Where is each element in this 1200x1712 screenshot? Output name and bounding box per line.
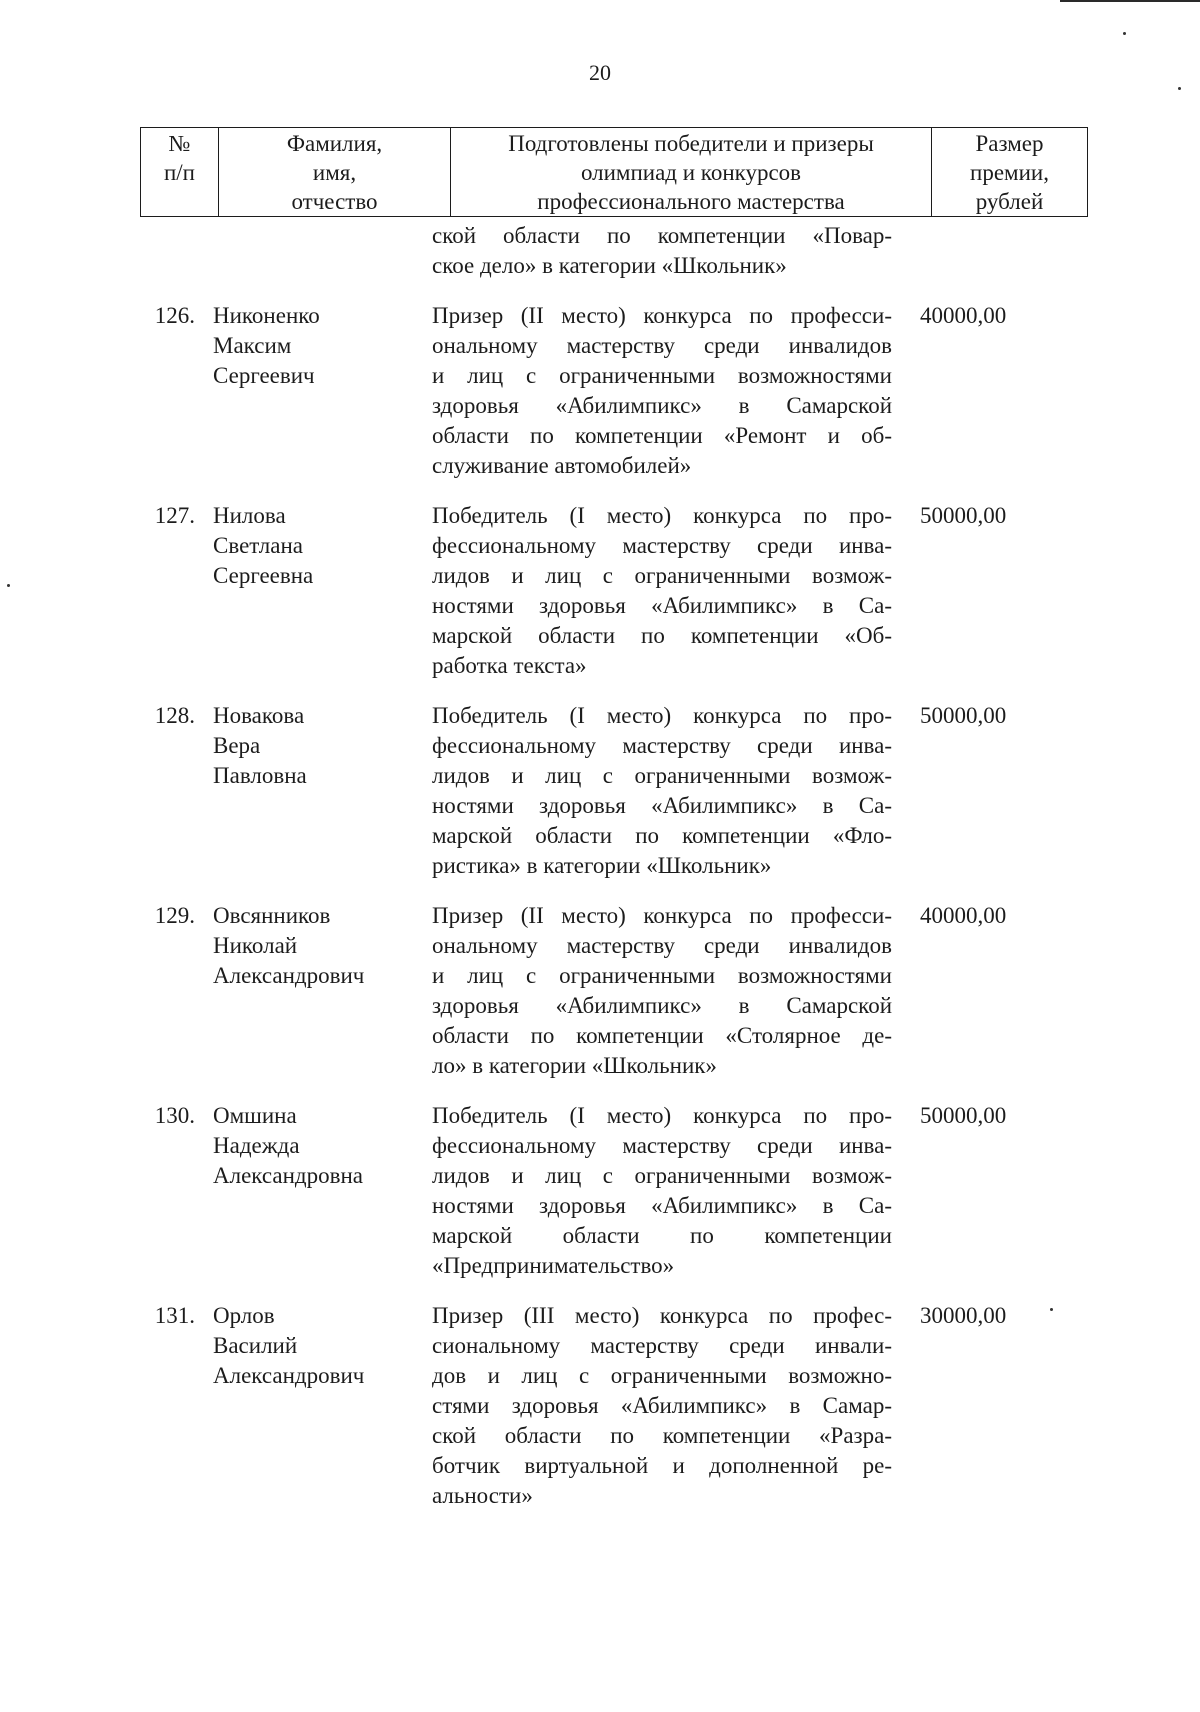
row-prize: 40000,00: [920, 303, 1007, 328]
name-line: Василий: [213, 1333, 298, 1358]
row-name: [209, 501, 432, 681]
description-line: ностями здоровья «Абилимпикс» в Са-: [432, 593, 892, 618]
row-prize: 40000,00: [920, 903, 1007, 928]
name-line: Александрович: [213, 963, 365, 988]
description-line: Победитель (I место) конкурса по про-: [432, 503, 892, 528]
description-line: ской области по компетенции «Повар-: [432, 223, 892, 248]
description-line: Призер (II место) конкурса по професси-: [432, 903, 892, 928]
description-line: ностями здоровья «Абилимпикс» в Са-: [432, 1193, 892, 1218]
description-line: дов и лиц с ограниченными возможно-: [432, 1363, 892, 1388]
description-line: сиональному мастерству среди инвали-: [432, 1333, 892, 1358]
continuation-row: [140, 221, 1066, 281]
description-line: области по компетенции «Столярное де-: [432, 1023, 892, 1048]
header-name-cell: [219, 128, 451, 217]
table-row: [140, 1301, 1066, 1511]
description-line: лидов и лиц с ограниченными возмож-: [432, 1163, 892, 1188]
row-number: 127.: [154, 503, 195, 528]
description-line: марской области по компетенции «Фло-: [432, 823, 892, 848]
header-prize-cell: [932, 128, 1088, 217]
header-name-line: Фамилия,: [286, 131, 383, 156]
description-line: ское дело» в категории «Школьник»: [432, 253, 787, 278]
name-line: Александрович: [213, 1363, 365, 1388]
row-name: [209, 701, 432, 881]
name-line: Павловна: [213, 763, 307, 788]
row-prize: 50000,00: [920, 503, 1007, 528]
row-prize: 50000,00: [920, 703, 1007, 728]
header-description-line: Подготовлены победители и призеры: [508, 131, 874, 156]
description-line: лидов и лиц с ограниченными возмож-: [432, 763, 892, 788]
row-name: [209, 1101, 432, 1281]
description-line: лидов и лиц с ограниченными возмож-: [432, 563, 892, 588]
row-number: 128.: [154, 703, 195, 728]
header-number-line: №: [168, 131, 191, 156]
description-line: стями здоровья «Абилимпикс» в Самар-: [432, 1393, 892, 1418]
name-line: Александровна: [213, 1163, 363, 1188]
header-prize-line: премии,: [970, 160, 1049, 185]
description-line: ональному мастерству среди инвалидов: [432, 933, 892, 958]
description-line: ристика» в категории «Школьник»: [432, 853, 772, 878]
row-description: [432, 701, 904, 881]
name-line: Светлана: [213, 533, 303, 558]
row-prize: 30000,00: [920, 1303, 1007, 1328]
description-line: работка текста»: [432, 653, 587, 678]
header-name-line: имя,: [312, 160, 357, 185]
name-line: Омшина: [213, 1103, 297, 1128]
description-line: ботчик виртуальной и дополненной ре-: [432, 1453, 892, 1478]
table-row: [140, 501, 1066, 681]
description-line: ло» в категории «Школьник»: [432, 1053, 717, 1078]
continuation-description: [432, 221, 904, 281]
row-description: [432, 901, 904, 1081]
header-number-cell: [141, 128, 219, 217]
description-line: марской области по компетенции: [432, 1223, 892, 1248]
table-row: [140, 301, 1066, 481]
row-number: 126.: [154, 303, 195, 328]
header-number-line: п/п: [163, 160, 195, 185]
header-description-line: профессионального мастерства: [537, 189, 845, 214]
description-line: Призер (II место) конкурса по професси-: [432, 303, 892, 328]
description-line: ональному мастерству среди инвалидов: [432, 333, 892, 358]
description-line: фессиональному мастерству среди инва-: [432, 533, 892, 558]
row-name: [209, 901, 432, 1081]
row-description: [432, 301, 904, 481]
description-line: Победитель (I место) конкурса по про-: [432, 703, 892, 728]
name-line: Николай: [213, 933, 298, 958]
description-line: и лиц с ограниченными возможностями: [432, 363, 892, 388]
header-description-line: олимпиад и конкурсов: [580, 160, 802, 185]
table-row: [140, 1101, 1066, 1281]
table-header: [140, 127, 1088, 217]
description-line: и лиц с ограниченными возможностями: [432, 963, 892, 988]
scan-speck: [7, 584, 10, 587]
table-row: [140, 701, 1066, 881]
name-line: Надежда: [213, 1133, 300, 1158]
row-name: [209, 301, 432, 481]
description-line: служивание автомобилей»: [432, 453, 692, 478]
description-line: Победитель (I место) конкурса по про-: [432, 1103, 892, 1128]
description-line: ностями здоровья «Абилимпикс» в Са-: [432, 793, 892, 818]
row-number: 131.: [154, 1303, 195, 1328]
description-line: «Предпринимательство»: [432, 1253, 675, 1278]
name-line: Сергеевна: [213, 563, 314, 588]
scan-speck: [1123, 32, 1126, 35]
table-body: [140, 221, 1066, 1531]
description-line: ской области по компетенции «Разра-: [432, 1423, 892, 1448]
name-line: Орлов: [213, 1303, 275, 1328]
header-prize-line: Размер: [975, 131, 1044, 156]
description-line: фессиональному мастерству среди инва-: [432, 1133, 892, 1158]
description-line: области по компетенции «Ремонт и об-: [432, 423, 892, 448]
header-prize-line: рублей: [975, 189, 1044, 214]
name-line: Максим: [213, 333, 292, 358]
row-prize: 50000,00: [920, 1103, 1007, 1128]
description-line: марской области по компетенции «Об-: [432, 623, 892, 648]
header-description-cell: [451, 128, 932, 217]
row-description: [432, 501, 904, 681]
description-line: здоровья «Абилимпикс» в Самарской: [432, 393, 892, 418]
description-line: здоровья «Абилимпикс» в Самарской: [432, 993, 892, 1018]
page-number: 20: [589, 60, 611, 85]
header-name-line: отчество: [291, 189, 378, 214]
row-description: [432, 1301, 904, 1511]
table-row: [140, 901, 1066, 1081]
name-line: Овсянников: [213, 903, 331, 928]
name-line: Новакова: [213, 703, 305, 728]
row-number: 129.: [154, 903, 195, 928]
name-line: Никоненко: [213, 303, 320, 328]
name-line: Нилова: [213, 503, 286, 528]
row-number: 130.: [154, 1103, 195, 1128]
description-line: фессиональному мастерству среди инва-: [432, 733, 892, 758]
description-line: Призер (III место) конкурса по профес-: [432, 1303, 892, 1328]
name-line: Вера: [213, 733, 261, 758]
scan-speck: [1178, 87, 1181, 90]
scan-edge-line: [1060, 0, 1200, 2]
row-name: [209, 1301, 432, 1511]
row-description: [432, 1101, 904, 1281]
description-line: альности»: [432, 1483, 533, 1508]
name-line: Сергеевич: [213, 363, 315, 388]
